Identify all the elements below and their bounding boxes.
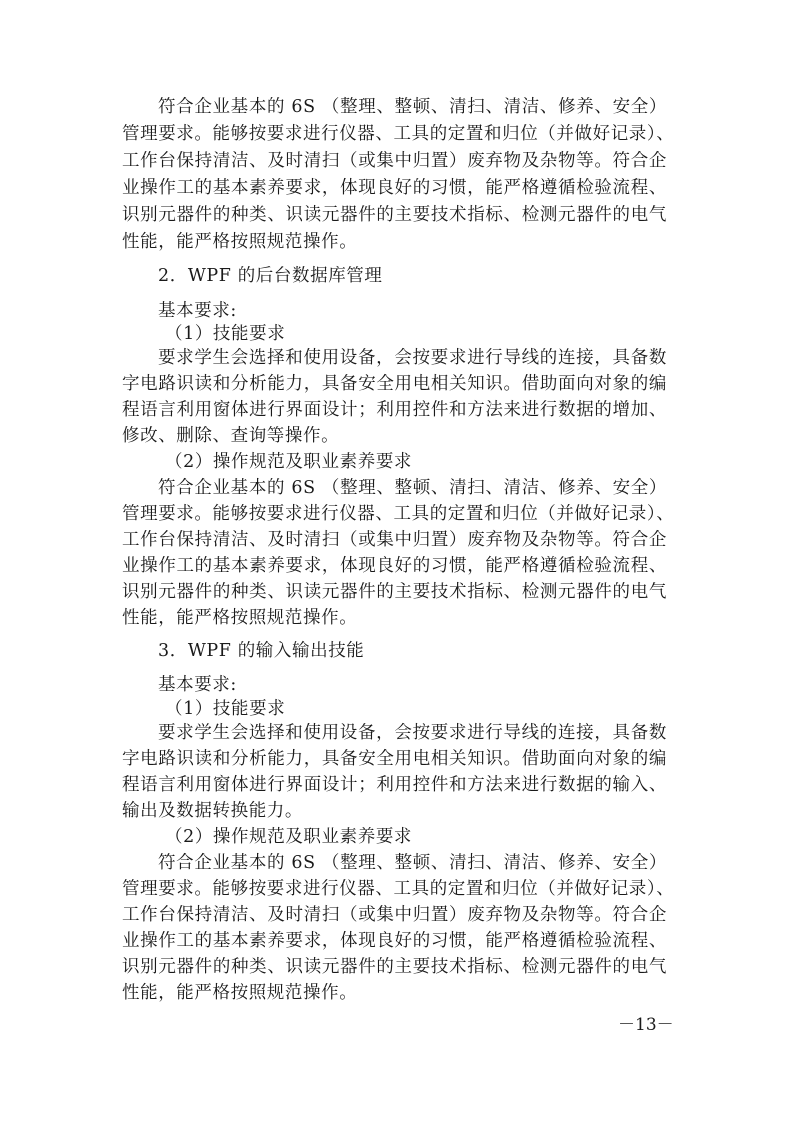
text-line: 管理要求。能够按要求进行仪器、工具的定置和归位（并做好记录）、: [122, 124, 675, 144]
text-line: 要求学生会选择和使用设备，会按要求进行导线的连接，具备数: [158, 723, 667, 743]
text-line: 识别元器件的种类、识读元器件的主要技术指标、检测元器件的电气: [122, 582, 667, 602]
text-line: 输出及数据转换能力。: [122, 801, 303, 821]
subheading: （2）操作规范及职业素养要求: [165, 827, 413, 847]
page-number: －13－: [618, 1015, 674, 1035]
text-line: 识别元器件的种类、识读元器件的主要技术指标、检测元器件的电气: [122, 957, 667, 977]
text-line: 工作台保持清洁、及时清扫（或集中归置）废弃物及杂物等。符合企: [122, 530, 667, 550]
text-line: 符合企业基本的 6S （整理、整顿、清扫、清洁、修养、安全）: [158, 853, 667, 873]
text-line: 性能，能严格按照规范操作。: [122, 608, 358, 628]
text-line: 字电路识读和分析能力，具备安全用电相关知识。借助面向对象的编: [122, 374, 667, 394]
text-line: 字电路识读和分析能力，具备安全用电相关知识。借助面向对象的编: [122, 749, 667, 769]
text-line: 程语言利用窗体进行界面设计；利用控件和方法来进行数据的输入、: [122, 775, 667, 795]
text-line: 符合企业基本的 6S （整理、整顿、清扫、清洁、修养、安全）: [158, 478, 667, 498]
subheading: 基本要求:: [158, 675, 237, 695]
text-line: 管理要求。能够按要求进行仪器、工具的定置和归位（并做好记录）、: [122, 504, 675, 524]
text-line: 性能，能严格按照规范操作。: [122, 232, 358, 252]
text-line: 业操作工的基本素养要求，体现良好的习惯，能严格遵循检验流程、: [122, 178, 667, 198]
text-line: 程语言利用窗体进行界面设计；利用控件和方法来进行数据的增加、: [122, 400, 667, 420]
section-heading: 2．WPF 的后台数据库管理: [158, 266, 383, 286]
subheading: （1）技能要求: [165, 324, 286, 344]
text-line: 性能，能严格按照规范操作。: [122, 983, 358, 1003]
text-line: 要求学生会选择和使用设备，会按要求进行导线的连接，具备数: [158, 348, 667, 368]
subheading: 基本要求:: [158, 301, 237, 321]
text-line: 业操作工的基本素养要求，体现良好的习惯，能严格遵循检验流程、: [122, 931, 667, 951]
section-heading: 3．WPF 的输入输出技能: [158, 641, 365, 661]
text-line: 管理要求。能够按要求进行仪器、工具的定置和归位（并做好记录）、: [122, 879, 675, 899]
text-line: 修改、删除、查询等操作。: [122, 426, 340, 446]
text-line: 识别元器件的种类、识读元器件的主要技术指标、检测元器件的电气: [122, 205, 667, 225]
subheading: （1）技能要求: [165, 699, 286, 719]
text-line: 业操作工的基本素养要求，体现良好的习惯，能严格遵循检验流程、: [122, 556, 667, 576]
subheading: （2）操作规范及职业素养要求: [165, 452, 413, 472]
text-line: 工作台保持清洁、及时清扫（或集中归置）废弃物及杂物等。符合企: [122, 151, 667, 171]
text-line: 符合企业基本的 6S （整理、整顿、清扫、清洁、修养、安全）: [158, 97, 667, 117]
text-line: 工作台保持清洁、及时清扫（或集中归置）废弃物及杂物等。符合企: [122, 905, 667, 925]
